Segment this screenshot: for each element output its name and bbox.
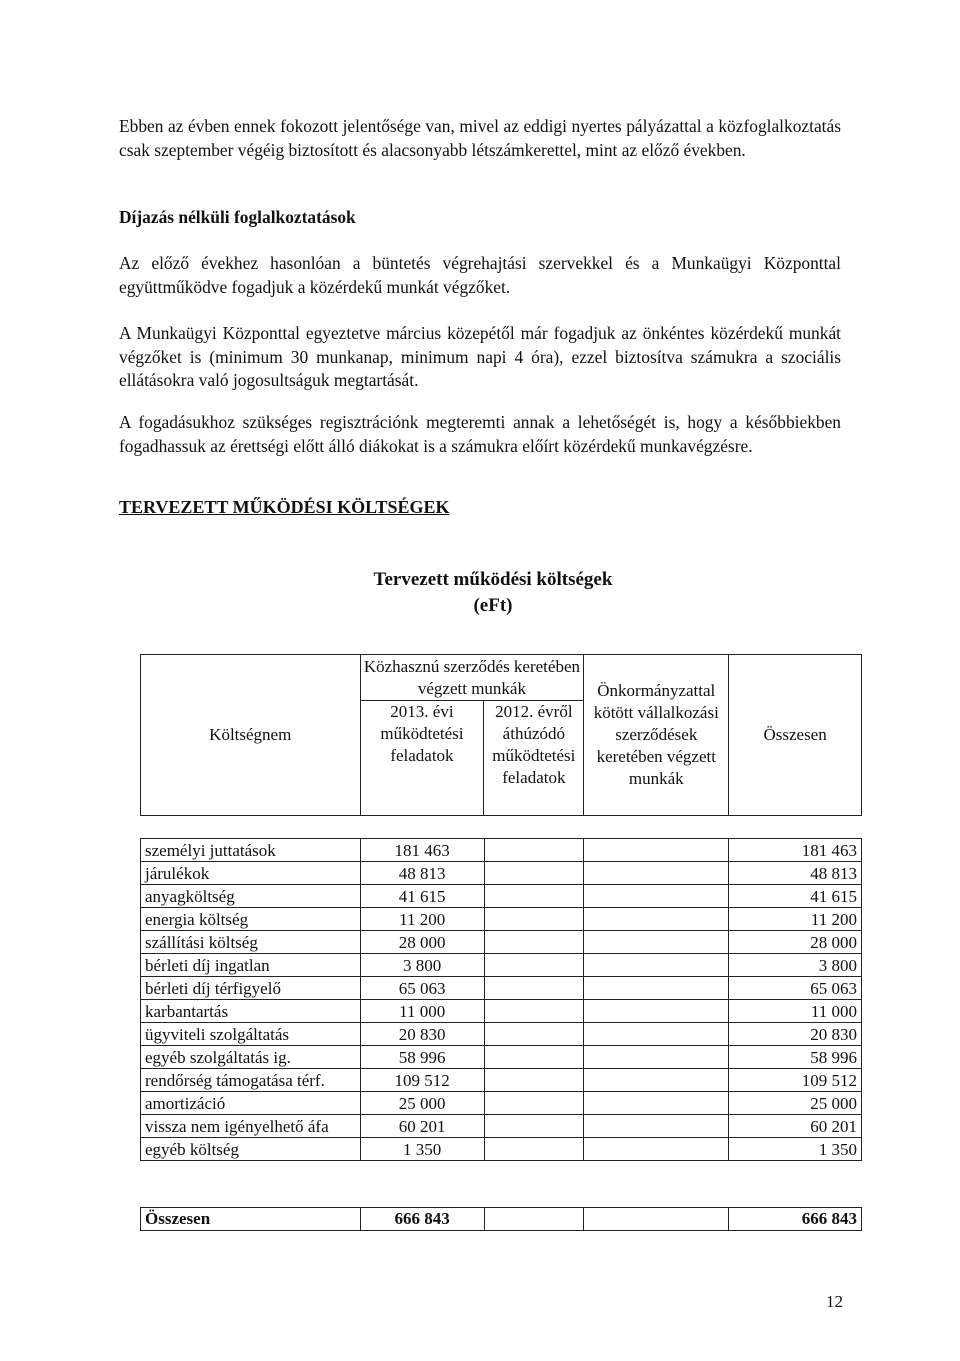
table-title-unit: (eFt) <box>473 595 513 616</box>
header-cost-type: Költségnem <box>141 655 361 816</box>
row-2012-value <box>484 931 584 954</box>
row-cost-type: vissza nem igényelhető áfa <box>141 1115 361 1138</box>
section-heading: TERVEZETT MŰKÖDÉSI KÖLTSÉGEK <box>119 497 450 517</box>
table-row <box>141 1046 862 1069</box>
cost-table-body <box>140 838 862 1161</box>
row-2013-value: 65 063 <box>360 977 484 1000</box>
row-total-value: 11 000 <box>729 1000 862 1023</box>
row-cost-type: egyéb szolgáltatás ig. <box>141 1046 361 1069</box>
total-sum: 666 843 <box>729 1208 862 1231</box>
row-2013-value: 58 996 <box>360 1046 484 1069</box>
table-title-line1: Tervezett működési költségek <box>373 569 613 590</box>
row-municipal-value <box>584 954 729 977</box>
row-municipal-value <box>584 1138 729 1161</box>
row-2012-value <box>484 1000 584 1023</box>
row-total-value: 20 830 <box>729 1023 862 1046</box>
row-2013-value: 11 200 <box>360 908 484 931</box>
row-cost-type: rendőrség támogatása térf. <box>141 1069 361 1092</box>
table-row <box>141 908 862 931</box>
row-total-value: 25 000 <box>729 1092 862 1115</box>
row-total-value: 65 063 <box>729 977 862 1000</box>
table-title <box>300 567 686 619</box>
cost-table-header <box>140 654 862 816</box>
row-municipal-value <box>584 1115 729 1138</box>
row-2012-value <box>484 1115 584 1138</box>
row-total-value: 1 350 <box>729 1138 862 1161</box>
row-cost-type: energia költség <box>141 908 361 931</box>
row-2012-value <box>484 1092 584 1115</box>
row-total-value: 28 000 <box>729 931 862 954</box>
row-2013-value: 25 000 <box>360 1092 484 1115</box>
table-row <box>141 931 862 954</box>
row-2013-value: 41 615 <box>360 885 484 908</box>
row-total-value: 48 813 <box>729 862 862 885</box>
row-2012-value <box>484 839 584 862</box>
row-cost-type: egyéb költség <box>141 1138 361 1161</box>
row-municipal-value <box>584 977 729 1000</box>
row-2012-value <box>484 885 584 908</box>
row-total-value: 3 800 <box>729 954 862 977</box>
row-cost-type: amortizáció <box>141 1092 361 1115</box>
row-2012-value <box>484 908 584 931</box>
table-row <box>141 954 862 977</box>
paragraph-cooperation: Az előző évekhez hasonlóan a büntetés végrehajtási szervekkel és a Munkaügyi Központtal együttműködve fogadjuk a közérdekű munkát végzőket. <box>119 253 841 297</box>
row-municipal-value <box>584 1069 729 1092</box>
subheading-unpaid-employment: Díjazás nélküli foglalkoztatások <box>119 207 356 227</box>
row-municipal-value <box>584 1000 729 1023</box>
row-municipal-value <box>584 1023 729 1046</box>
row-2013-value: 20 830 <box>360 1023 484 1046</box>
row-cost-type: járulékok <box>141 862 361 885</box>
table-row <box>141 862 862 885</box>
row-2013-value: 109 512 <box>360 1069 484 1092</box>
header-2012-tasks: 2012. évről áthúzódó működtetési feladatok <box>484 701 584 816</box>
total-municipal <box>584 1208 729 1231</box>
paragraph-registration: A fogadásukhoz szükséges regisztrációnk megteremti annak a lehetőségét is, hogy a későbbiekben fogadhassuk az érettségi előtt álló diákokat is a számukra előírt közérdekű munkavégzésre. <box>119 412 841 456</box>
page-number: 12 <box>826 1292 843 1311</box>
row-cost-type: ügyviteli szolgáltatás <box>141 1023 361 1046</box>
row-total-value: 41 615 <box>729 885 862 908</box>
row-municipal-value <box>584 839 729 862</box>
table-row <box>141 977 862 1000</box>
table-row <box>141 1138 862 1161</box>
row-cost-type: személyi juttatások <box>141 839 361 862</box>
total-row <box>141 1208 862 1231</box>
row-total-value: 181 463 <box>729 839 862 862</box>
row-cost-type: szállítási költség <box>141 931 361 954</box>
row-2013-value: 181 463 <box>360 839 484 862</box>
total-2013: 666 843 <box>360 1208 484 1231</box>
paragraph-volunteer: A Munkaügyi Központtal egyeztetve március közepétől már fogadjuk az önkéntes közérdekű munkát végzőket is (minimum 30 munkanap, minimum napi 4 óra), ezzel biztosítva számukra a szociális ellátásokra való jogosultságuk megtartását. <box>119 323 841 390</box>
row-2012-value <box>484 1069 584 1092</box>
row-total-value: 60 201 <box>729 1115 862 1138</box>
row-2012-value <box>484 1046 584 1069</box>
table-row <box>141 1000 862 1023</box>
row-municipal-value <box>584 1046 729 1069</box>
row-2012-value <box>484 977 584 1000</box>
header-total: Összesen <box>729 655 862 816</box>
total-2012 <box>484 1208 584 1231</box>
row-2012-value <box>484 954 584 977</box>
row-cost-type: karbantartás <box>141 1000 361 1023</box>
row-total-value: 58 996 <box>729 1046 862 1069</box>
row-cost-type: bérleti díj ingatlan <box>141 954 361 977</box>
row-cost-type: anyagköltség <box>141 885 361 908</box>
row-municipal-value <box>584 1092 729 1115</box>
row-municipal-value <box>584 885 729 908</box>
row-2012-value <box>484 862 584 885</box>
header-municipal-contract: Önkormányzattal kötött vállalkozási szerződések keretében végzett munkák <box>584 655 729 816</box>
row-2013-value: 48 813 <box>360 862 484 885</box>
row-total-value: 109 512 <box>729 1069 862 1092</box>
row-cost-type: bérleti díj térfigyelő <box>141 977 361 1000</box>
table-row <box>141 1092 862 1115</box>
table-row <box>141 1023 862 1046</box>
header-2013-tasks: 2013. évi működtetési feladatok <box>360 701 484 816</box>
row-total-value: 11 200 <box>729 908 862 931</box>
row-2013-value: 1 350 <box>360 1138 484 1161</box>
row-municipal-value <box>584 931 729 954</box>
row-municipal-value <box>584 862 729 885</box>
row-2012-value <box>484 1138 584 1161</box>
row-2013-value: 3 800 <box>360 954 484 977</box>
row-2013-value: 60 201 <box>360 1115 484 1138</box>
total-label: Összesen <box>141 1208 361 1231</box>
table-row <box>141 1069 862 1092</box>
row-2012-value <box>484 1023 584 1046</box>
paragraph-intro: Ebben az évben ennek fokozott jelentősége van, mivel az eddigi nyertes pályázattal a közfoglalkoztatás csak szeptember végéig biztosított és alacsonyabb létszámkerettel, mint az előző években. <box>119 116 841 160</box>
row-municipal-value <box>584 908 729 931</box>
table-row <box>141 839 862 862</box>
row-2013-value: 28 000 <box>360 931 484 954</box>
table-row <box>141 1115 862 1138</box>
header-public-contract: Közhasznú szerződés keretében végzett munkák <box>360 655 584 701</box>
row-2013-value: 11 000 <box>360 1000 484 1023</box>
table-row <box>141 885 862 908</box>
cost-table-total <box>140 1207 862 1231</box>
